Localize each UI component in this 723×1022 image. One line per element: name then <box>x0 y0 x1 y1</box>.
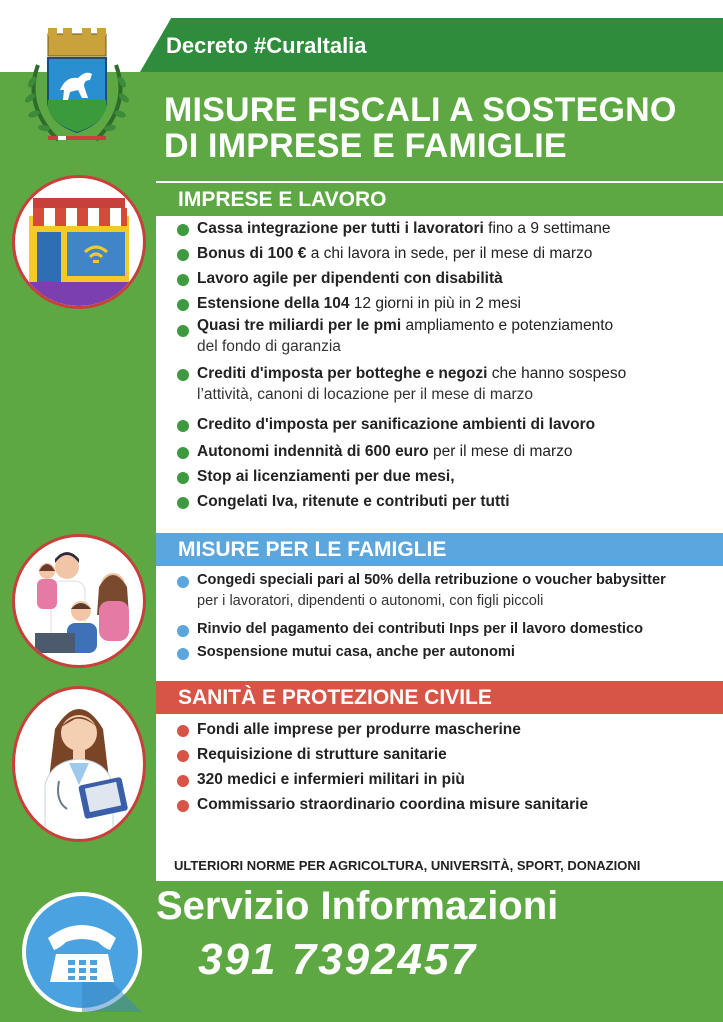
bullet-icon <box>177 472 189 484</box>
shop-storefront-icon <box>12 175 146 309</box>
bullet-icon <box>177 299 189 311</box>
list-item: Cassa integrazione per tutti i lavoratori fino a 9 settimane <box>176 218 716 239</box>
list-item: Congelati Iva, ritenute e contributi per tutti <box>176 491 716 512</box>
title-line-2: DI IMPRESE E FAMIGLIE <box>164 127 567 165</box>
list-item: Lavoro agile per dipendenti con disabilità <box>176 268 716 289</box>
bullet-icon <box>177 625 189 637</box>
bullet-icon <box>177 648 189 660</box>
list-item: Congedi speciali pari al 50% della retribuzione o voucher babysitter per i lavoratori, dipendenti o autonomi, con figli piccoli <box>176 570 716 612</box>
service-info-title: Servizio Informazioni <box>156 884 559 928</box>
bullet-icon <box>177 325 189 337</box>
bullet-icon <box>177 725 189 737</box>
bullet-icon <box>177 576 189 588</box>
list-item: Crediti d'imposta per botteghe e negozi che hanno sospeso l’attività, canoni di locazione per il mese di marzo <box>176 363 716 405</box>
municipal-crest-icon <box>18 20 136 152</box>
list-item: 320 medici e infermieri militari in più <box>176 769 716 790</box>
list-item: Bonus di 100 € a chi lavora in sede, per il mese di marzo <box>176 243 716 264</box>
list-item: Commissario straordinario coordina misure sanitarie <box>176 794 716 815</box>
section-header-sanita: SANITÀ E PROTEZIONE CIVILE <box>156 681 723 714</box>
bullet-icon <box>177 249 189 261</box>
list-item: Autonomi indennità di 600 euro per il mese di marzo <box>176 441 716 462</box>
bullet-icon <box>177 497 189 509</box>
bullet-icon <box>177 224 189 236</box>
section-header-imprese: IMPRESE E LAVORO <box>156 183 723 216</box>
title-line-1: MISURE FISCALI A SOSTEGNO <box>164 91 677 129</box>
bullet-icon <box>177 775 189 787</box>
bullet-icon <box>177 369 189 381</box>
list-item: Stop ai licenziamenti per due mesi, <box>176 466 716 487</box>
list-item: Rinvio del pagamento dei contributi Inps per il lavoro domestico <box>176 619 716 640</box>
list-item: Quasi tre miliardi per le pmi ampliamento e potenziamento del fondo di garanzia <box>176 315 716 357</box>
family-icon <box>12 534 146 668</box>
decree-subtitle: Decreto #CuraItalia <box>166 33 367 58</box>
telephone-icon <box>22 892 142 1012</box>
additional-rules-note: ULTERIORI NORME PER AGRICOLTURA, UNIVERSITÀ, SPORT, DONAZIONI <box>174 858 641 873</box>
list-item: Estensione della 104 12 giorni in più in 2 mesi <box>176 293 716 314</box>
phone-number: 391 7392457 <box>198 935 477 984</box>
bullet-icon <box>177 420 189 432</box>
bullet-icon <box>177 447 189 459</box>
list-item: Credito d'imposta per sanificazione ambienti di lavoro <box>176 414 716 435</box>
bullet-icon <box>177 800 189 812</box>
list-item: Requisizione di strutture sanitarie <box>176 744 716 765</box>
page-title <box>164 92 677 164</box>
list-item: Fondi alle imprese per produrre mascherine <box>176 719 716 740</box>
list-item: Sospensione mutui casa, anche per autonomi <box>176 642 716 663</box>
section-header-famiglie: MISURE PER LE FAMIGLIE <box>156 533 723 566</box>
bullet-icon <box>177 274 189 286</box>
bullet-icon <box>177 750 189 762</box>
doctor-icon <box>12 686 146 842</box>
